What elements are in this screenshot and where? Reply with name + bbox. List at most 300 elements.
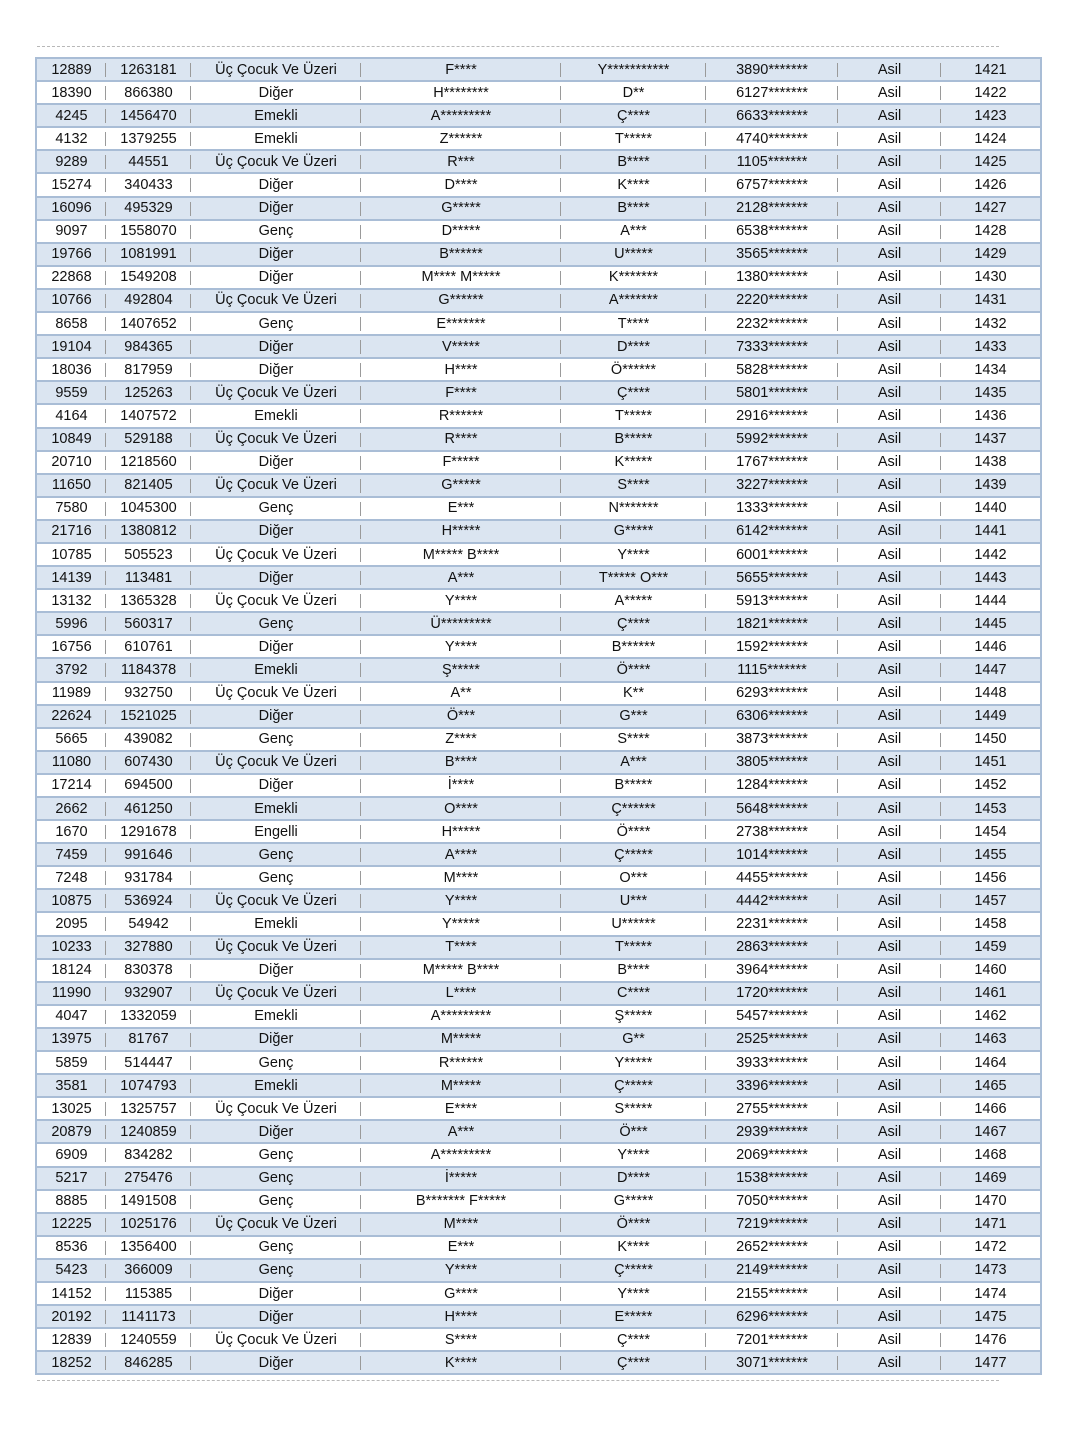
table-row <box>36 912 1041 935</box>
application-id-cell: 991646 <box>106 843 191 866</box>
rank-cell: 1470 <box>941 1190 1041 1213</box>
status-cell: Asil <box>838 820 941 843</box>
table-row <box>36 1028 1041 1051</box>
last-name-cell: T***** <box>561 127 706 150</box>
first-name-cell: H***** <box>361 820 561 843</box>
last-name-cell: A***** <box>561 589 706 612</box>
national-id-cell: 5648******* <box>706 797 838 820</box>
application-id-cell: 932750 <box>106 682 191 705</box>
applicant-no-cell: 9289 <box>36 150 106 173</box>
application-id-cell: 1521025 <box>106 705 191 728</box>
status-cell: Asil <box>838 428 941 451</box>
status-cell: Asil <box>838 335 941 358</box>
national-id-cell: 4455******* <box>706 866 838 889</box>
rank-cell: 1451 <box>941 751 1041 774</box>
last-name-cell: B**** <box>561 197 706 220</box>
first-name-cell: F***** <box>361 451 561 474</box>
application-id-cell: 1325757 <box>106 1097 191 1120</box>
last-name-cell: Ç**** <box>561 612 706 635</box>
application-id-cell: 1240859 <box>106 1120 191 1143</box>
last-name-cell: Ç***** <box>561 1074 706 1097</box>
category-cell: Diğer <box>191 1028 361 1051</box>
rank-cell: 1430 <box>941 266 1041 289</box>
national-id-cell: 1333******* <box>706 497 838 520</box>
applicant-no-cell: 2662 <box>36 797 106 820</box>
national-id-cell: 4442******* <box>706 889 838 912</box>
table-row <box>36 358 1041 381</box>
last-name-cell: S**** <box>561 728 706 751</box>
category-cell: Diğer <box>191 774 361 797</box>
table-row <box>36 1259 1041 1282</box>
applicant-no-cell: 10233 <box>36 936 106 959</box>
application-id-cell: 1558070 <box>106 220 191 243</box>
table-row <box>36 1005 1041 1028</box>
status-cell: Asil <box>838 774 941 797</box>
national-id-cell: 4740******* <box>706 127 838 150</box>
last-name-cell: T**** <box>561 312 706 335</box>
rank-cell: 1446 <box>941 635 1041 658</box>
rank-cell: 1421 <box>941 58 1041 81</box>
status-cell: Asil <box>838 81 941 104</box>
table-row <box>36 1282 1041 1305</box>
application-id-cell: 610761 <box>106 635 191 658</box>
applicant-no-cell: 8885 <box>36 1190 106 1213</box>
table-row <box>36 543 1041 566</box>
category-cell: Diğer <box>191 81 361 104</box>
national-id-cell: 1767******* <box>706 451 838 474</box>
national-id-cell: 6633******* <box>706 104 838 127</box>
application-id-cell: 1549208 <box>106 266 191 289</box>
rank-cell: 1466 <box>941 1097 1041 1120</box>
table-row <box>36 866 1041 889</box>
last-name-cell: Y*********** <box>561 58 706 81</box>
status-cell: Asil <box>838 104 941 127</box>
status-cell: Asil <box>838 1259 941 1282</box>
rank-cell: 1424 <box>941 127 1041 150</box>
rank-cell: 1454 <box>941 820 1041 843</box>
national-id-cell: 6538******* <box>706 220 838 243</box>
status-cell: Asil <box>838 312 941 335</box>
first-name-cell: Y**** <box>361 1259 561 1282</box>
table-row <box>36 566 1041 589</box>
application-id-cell: 1025176 <box>106 1213 191 1236</box>
application-id-cell: 866380 <box>106 81 191 104</box>
national-id-cell: 2155******* <box>706 1282 838 1305</box>
applicant-no-cell: 9559 <box>36 381 106 404</box>
category-cell: Diğer <box>191 1351 361 1374</box>
table-row <box>36 497 1041 520</box>
last-name-cell: T***** <box>561 404 706 427</box>
category-cell: Diğer <box>191 566 361 589</box>
national-id-cell: 5457******* <box>706 1005 838 1028</box>
category-cell: Genç <box>191 866 361 889</box>
last-name-cell: A*** <box>561 220 706 243</box>
status-cell: Asil <box>838 243 941 266</box>
first-name-cell: G***** <box>361 197 561 220</box>
first-name-cell: A** <box>361 682 561 705</box>
table-row <box>36 612 1041 635</box>
first-name-cell: Y**** <box>361 889 561 912</box>
table-row <box>36 104 1041 127</box>
table-row <box>36 820 1041 843</box>
first-name-cell: B**** <box>361 751 561 774</box>
last-name-cell: U****** <box>561 912 706 935</box>
national-id-cell: 2128******* <box>706 197 838 220</box>
last-name-cell: Ö*** <box>561 1120 706 1143</box>
rank-cell: 1445 <box>941 612 1041 635</box>
applicant-no-cell: 4047 <box>36 1005 106 1028</box>
applicant-no-cell: 18124 <box>36 959 106 982</box>
table-row <box>36 1351 1041 1374</box>
rank-cell: 1453 <box>941 797 1041 820</box>
last-name-cell: G*** <box>561 705 706 728</box>
national-id-cell: 2069******* <box>706 1143 838 1166</box>
category-cell: Üç Çocuk Ve Üzeri <box>191 589 361 612</box>
rank-cell: 1425 <box>941 150 1041 173</box>
national-id-cell: 6127******* <box>706 81 838 104</box>
category-cell: Genç <box>191 1167 361 1190</box>
application-id-cell: 932907 <box>106 982 191 1005</box>
applicant-no-cell: 10785 <box>36 543 106 566</box>
last-name-cell: T***** <box>561 936 706 959</box>
first-name-cell: M***** <box>361 1028 561 1051</box>
rank-cell: 1468 <box>941 1143 1041 1166</box>
rank-cell: 1439 <box>941 474 1041 497</box>
status-cell: Asil <box>838 866 941 889</box>
first-name-cell: T**** <box>361 936 561 959</box>
status-cell: Asil <box>838 58 941 81</box>
national-id-cell: 7050******* <box>706 1190 838 1213</box>
first-name-cell: O**** <box>361 797 561 820</box>
category-cell: Genç <box>191 728 361 751</box>
application-id-cell: 536924 <box>106 889 191 912</box>
status-cell: Asil <box>838 1282 941 1305</box>
national-id-cell: 5913******* <box>706 589 838 612</box>
category-cell: Genç <box>191 1051 361 1074</box>
rank-cell: 1465 <box>941 1074 1041 1097</box>
table-row <box>36 797 1041 820</box>
table-row <box>36 589 1041 612</box>
national-id-cell: 2525******* <box>706 1028 838 1051</box>
applicant-no-cell: 11080 <box>36 751 106 774</box>
category-cell: Üç Çocuk Ve Üzeri <box>191 1213 361 1236</box>
application-id-cell: 1184378 <box>106 658 191 681</box>
category-cell: Genç <box>191 612 361 635</box>
first-name-cell: V***** <box>361 335 561 358</box>
first-name-cell: M**** M***** <box>361 266 561 289</box>
rank-cell: 1467 <box>941 1120 1041 1143</box>
category-cell: Üç Çocuk Ve Üzeri <box>191 682 361 705</box>
last-name-cell: B***** <box>561 774 706 797</box>
application-id-cell: 1456470 <box>106 104 191 127</box>
application-id-cell: 1379255 <box>106 127 191 150</box>
category-cell: Diğer <box>191 635 361 658</box>
first-name-cell: B******* F***** <box>361 1190 561 1213</box>
applicant-no-cell: 13025 <box>36 1097 106 1120</box>
first-name-cell: A**** <box>361 843 561 866</box>
table-row <box>36 58 1041 81</box>
applicant-no-cell: 15274 <box>36 173 106 196</box>
rank-cell: 1432 <box>941 312 1041 335</box>
application-id-cell: 846285 <box>106 1351 191 1374</box>
application-id-cell: 984365 <box>106 335 191 358</box>
application-id-cell: 1291678 <box>106 820 191 843</box>
application-id-cell: 694500 <box>106 774 191 797</box>
national-id-cell: 2231******* <box>706 912 838 935</box>
table-row <box>36 1236 1041 1259</box>
table-row <box>36 173 1041 196</box>
application-id-cell: 834282 <box>106 1143 191 1166</box>
applicant-no-cell: 16756 <box>36 635 106 658</box>
category-cell: Emekli <box>191 797 361 820</box>
national-id-cell: 1105******* <box>706 150 838 173</box>
first-name-cell: E******* <box>361 312 561 335</box>
rank-cell: 1460 <box>941 959 1041 982</box>
application-id-cell: 1263181 <box>106 58 191 81</box>
category-cell: Emekli <box>191 127 361 150</box>
first-name-cell: G**** <box>361 1282 561 1305</box>
applicant-no-cell: 6909 <box>36 1143 106 1166</box>
category-cell: Üç Çocuk Ve Üzeri <box>191 982 361 1005</box>
category-cell: Üç Çocuk Ve Üzeri <box>191 1328 361 1351</box>
national-id-cell: 1720******* <box>706 982 838 1005</box>
first-name-cell: Z****** <box>361 127 561 150</box>
applicant-no-cell: 17214 <box>36 774 106 797</box>
table-row <box>36 635 1041 658</box>
first-name-cell: S**** <box>361 1328 561 1351</box>
category-cell: Genç <box>191 843 361 866</box>
first-name-cell: D**** <box>361 173 561 196</box>
category-cell: Üç Çocuk Ve Üzeri <box>191 428 361 451</box>
first-name-cell: Y***** <box>361 912 561 935</box>
application-id-cell: 54942 <box>106 912 191 935</box>
first-name-cell: M***** <box>361 1074 561 1097</box>
rank-cell: 1422 <box>941 81 1041 104</box>
applicant-no-cell: 11989 <box>36 682 106 705</box>
application-id-cell: 505523 <box>106 543 191 566</box>
last-name-cell: E***** <box>561 1305 706 1328</box>
first-name-cell: Ö*** <box>361 705 561 728</box>
rank-cell: 1472 <box>941 1236 1041 1259</box>
status-cell: Asil <box>838 497 941 520</box>
category-cell: Emekli <box>191 658 361 681</box>
rank-cell: 1428 <box>941 220 1041 243</box>
category-cell: Üç Çocuk Ve Üzeri <box>191 58 361 81</box>
category-cell: Üç Çocuk Ve Üzeri <box>191 936 361 959</box>
category-cell: Diğer <box>191 705 361 728</box>
category-cell: Genç <box>191 1143 361 1166</box>
table-row <box>36 1074 1041 1097</box>
status-cell: Asil <box>838 381 941 404</box>
application-id-cell: 607430 <box>106 751 191 774</box>
status-cell: Asil <box>838 127 941 150</box>
last-name-cell: B**** <box>561 150 706 173</box>
status-cell: Asil <box>838 404 941 427</box>
rank-cell: 1452 <box>941 774 1041 797</box>
rank-cell: 1455 <box>941 843 1041 866</box>
status-cell: Asil <box>838 982 941 1005</box>
category-cell: Üç Çocuk Ve Üzeri <box>191 1097 361 1120</box>
table-row <box>36 451 1041 474</box>
status-cell: Asil <box>838 197 941 220</box>
last-name-cell: U*** <box>561 889 706 912</box>
application-id-cell: 366009 <box>106 1259 191 1282</box>
status-cell: Asil <box>838 1097 941 1120</box>
category-cell: Üç Çocuk Ve Üzeri <box>191 751 361 774</box>
rank-cell: 1475 <box>941 1305 1041 1328</box>
national-id-cell: 1538******* <box>706 1167 838 1190</box>
rank-cell: 1459 <box>941 936 1041 959</box>
category-cell: Genç <box>191 312 361 335</box>
first-name-cell: D***** <box>361 220 561 243</box>
application-id-cell: 275476 <box>106 1167 191 1190</box>
rank-cell: 1461 <box>941 982 1041 1005</box>
status-cell: Asil <box>838 751 941 774</box>
first-name-cell: A********* <box>361 1005 561 1028</box>
status-cell: Asil <box>838 635 941 658</box>
application-id-cell: 817959 <box>106 358 191 381</box>
results-table <box>35 57 1042 1375</box>
category-cell: Emekli <box>191 1005 361 1028</box>
first-name-cell: H******** <box>361 81 561 104</box>
applicant-no-cell: 18252 <box>36 1351 106 1374</box>
table-row <box>36 682 1041 705</box>
category-cell: Diğer <box>191 451 361 474</box>
applicant-no-cell: 19766 <box>36 243 106 266</box>
table-row <box>36 1167 1041 1190</box>
application-id-cell: 327880 <box>106 936 191 959</box>
table-row <box>36 520 1041 543</box>
first-name-cell: A*** <box>361 566 561 589</box>
application-id-cell: 529188 <box>106 428 191 451</box>
national-id-cell: 3933******* <box>706 1051 838 1074</box>
status-cell: Asil <box>838 1074 941 1097</box>
status-cell: Asil <box>838 889 941 912</box>
rank-cell: 1427 <box>941 197 1041 220</box>
first-name-cell: M**** <box>361 866 561 889</box>
rank-cell: 1469 <box>941 1167 1041 1190</box>
application-id-cell: 81767 <box>106 1028 191 1051</box>
table-row <box>36 197 1041 220</box>
rank-cell: 1476 <box>941 1328 1041 1351</box>
status-cell: Asil <box>838 1167 941 1190</box>
rank-cell: 1442 <box>941 543 1041 566</box>
category-cell: Üç Çocuk Ve Üzeri <box>191 543 361 566</box>
table-row <box>36 1328 1041 1351</box>
status-cell: Asil <box>838 682 941 705</box>
national-id-cell: 3227******* <box>706 474 838 497</box>
last-name-cell: Y**** <box>561 1282 706 1305</box>
applicant-no-cell: 10766 <box>36 289 106 312</box>
last-name-cell: D**** <box>561 335 706 358</box>
table-row <box>36 1097 1041 1120</box>
last-name-cell: K***** <box>561 451 706 474</box>
application-id-cell: 830378 <box>106 959 191 982</box>
rank-cell: 1463 <box>941 1028 1041 1051</box>
table-row <box>36 428 1041 451</box>
category-cell: Diğer <box>191 520 361 543</box>
national-id-cell: 1380******* <box>706 266 838 289</box>
category-cell: Emekli <box>191 104 361 127</box>
rank-cell: 1448 <box>941 682 1041 705</box>
first-name-cell: R*** <box>361 150 561 173</box>
first-name-cell: G***** <box>361 474 561 497</box>
last-name-cell: Ç***** <box>561 843 706 866</box>
national-id-cell: 2939******* <box>706 1120 838 1143</box>
category-cell: Diğer <box>191 358 361 381</box>
application-id-cell: 1081991 <box>106 243 191 266</box>
applicant-no-cell: 13132 <box>36 589 106 612</box>
status-cell: Asil <box>838 1005 941 1028</box>
application-id-cell: 1356400 <box>106 1236 191 1259</box>
category-cell: Genç <box>191 1259 361 1282</box>
last-name-cell: B****** <box>561 635 706 658</box>
rank-cell: 1436 <box>941 404 1041 427</box>
national-id-cell: 5801******* <box>706 381 838 404</box>
table-row <box>36 1051 1041 1074</box>
application-id-cell: 44551 <box>106 150 191 173</box>
applicant-no-cell: 8536 <box>36 1236 106 1259</box>
status-cell: Asil <box>838 1143 941 1166</box>
applicant-no-cell: 7580 <box>36 497 106 520</box>
category-cell: Diğer <box>191 335 361 358</box>
applicant-no-cell: 2095 <box>36 912 106 935</box>
application-id-cell: 1141173 <box>106 1305 191 1328</box>
application-id-cell: 514447 <box>106 1051 191 1074</box>
applicant-no-cell: 11650 <box>36 474 106 497</box>
applicant-no-cell: 4132 <box>36 127 106 150</box>
applicant-no-cell: 5423 <box>36 1259 106 1282</box>
rank-cell: 1449 <box>941 705 1041 728</box>
rank-cell: 1433 <box>941 335 1041 358</box>
category-cell: Üç Çocuk Ve Üzeri <box>191 289 361 312</box>
national-id-cell: 2916******* <box>706 404 838 427</box>
first-name-cell: M***** B**** <box>361 959 561 982</box>
rank-cell: 1437 <box>941 428 1041 451</box>
first-name-cell: K**** <box>361 1351 561 1374</box>
application-id-cell: 1218560 <box>106 451 191 474</box>
last-name-cell: Ç**** <box>561 1351 706 1374</box>
category-cell: Üç Çocuk Ve Üzeri <box>191 474 361 497</box>
last-name-cell: Ö**** <box>561 1213 706 1236</box>
table-row <box>36 150 1041 173</box>
applicant-no-cell: 1670 <box>36 820 106 843</box>
rank-cell: 1473 <box>941 1259 1041 1282</box>
status-cell: Asil <box>838 728 941 751</box>
applicant-no-cell: 18036 <box>36 358 106 381</box>
first-name-cell: G****** <box>361 289 561 312</box>
national-id-cell: 3805******* <box>706 751 838 774</box>
table-row <box>36 774 1041 797</box>
first-name-cell: E*** <box>361 497 561 520</box>
last-name-cell: O*** <box>561 866 706 889</box>
national-id-cell: 3071******* <box>706 1351 838 1374</box>
rank-cell: 1438 <box>941 451 1041 474</box>
first-name-cell: Ü********* <box>361 612 561 635</box>
application-id-cell: 340433 <box>106 173 191 196</box>
last-name-cell: S**** <box>561 474 706 497</box>
category-cell: Üç Çocuk Ve Üzeri <box>191 889 361 912</box>
application-id-cell: 560317 <box>106 612 191 635</box>
category-cell: Genç <box>191 1190 361 1213</box>
last-name-cell: T***** O*** <box>561 566 706 589</box>
applicant-no-cell: 10849 <box>36 428 106 451</box>
rank-cell: 1423 <box>941 104 1041 127</box>
rank-cell: 1443 <box>941 566 1041 589</box>
table-row <box>36 959 1041 982</box>
national-id-cell: 1821******* <box>706 612 838 635</box>
first-name-cell: R****** <box>361 1051 561 1074</box>
